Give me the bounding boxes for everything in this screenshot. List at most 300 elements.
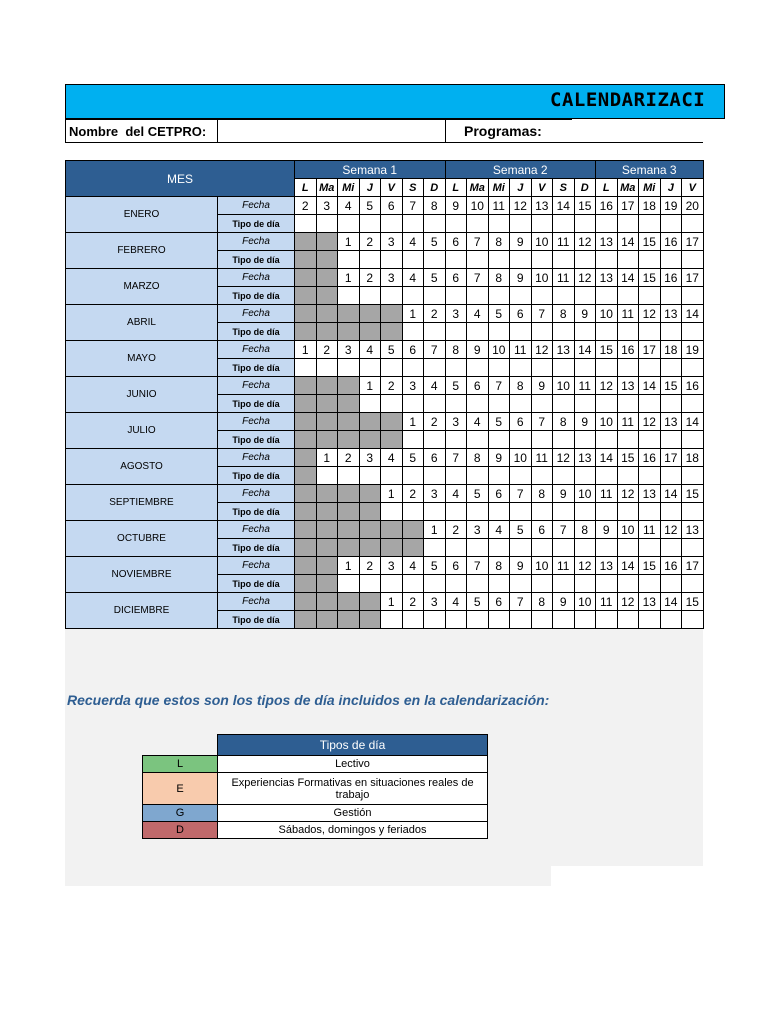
day-type-cell[interactable] — [682, 359, 704, 377]
day-type-cell[interactable] — [510, 359, 532, 377]
day-type-cell[interactable] — [553, 395, 575, 413]
day-type-cell[interactable] — [467, 503, 489, 521]
day-type-cell[interactable] — [381, 467, 403, 485]
date-cell: 12 — [660, 521, 682, 539]
day-type-cell[interactable] — [639, 611, 661, 629]
day-type-cell[interactable] — [510, 611, 532, 629]
day-type-cell[interactable] — [596, 323, 618, 341]
day-type-cell[interactable] — [467, 575, 489, 593]
day-type-cell[interactable] — [531, 539, 553, 557]
day-type-cell[interactable] — [553, 467, 575, 485]
day-type-cell[interactable] — [574, 611, 596, 629]
date-cell — [316, 269, 338, 287]
day-type-cell[interactable] — [553, 323, 575, 341]
day-type-cell[interactable] — [445, 359, 467, 377]
date-cell: 10 — [531, 233, 553, 251]
day-type-cell[interactable] — [467, 467, 489, 485]
day-type-cell[interactable] — [424, 467, 446, 485]
day-type-cell[interactable] — [424, 359, 446, 377]
day-type-cell — [359, 539, 381, 557]
day-type-cell[interactable] — [682, 575, 704, 593]
date-cell: 13 — [553, 341, 575, 359]
day-type-cell[interactable] — [574, 467, 596, 485]
date-cell — [381, 413, 403, 431]
day-type-cell[interactable] — [574, 215, 596, 233]
day-type-cell[interactable] — [424, 215, 446, 233]
date-cell: 1 — [381, 593, 403, 611]
day-type-cell[interactable] — [660, 287, 682, 305]
day-type-cell[interactable] — [359, 251, 381, 269]
day-type-cell[interactable] — [531, 611, 553, 629]
day-type-cell[interactable] — [467, 395, 489, 413]
title-bar — [65, 84, 725, 119]
day-type-cell[interactable] — [445, 611, 467, 629]
date-cell — [381, 305, 403, 323]
day-type-cell[interactable] — [381, 287, 403, 305]
day-type-cell — [381, 431, 403, 449]
day-type-cell[interactable] — [359, 359, 381, 377]
date-cell: 7 — [510, 593, 532, 611]
day-type-cell[interactable] — [402, 215, 424, 233]
date-cell — [316, 233, 338, 251]
date-cell: 10 — [574, 485, 596, 503]
date-cell: 9 — [467, 341, 489, 359]
date-cell: 11 — [574, 377, 596, 395]
date-cell: 4 — [445, 593, 467, 611]
day-type-cell[interactable] — [445, 251, 467, 269]
day-type-cell[interactable] — [338, 215, 360, 233]
day-type-cell[interactable] — [445, 323, 467, 341]
day-type-cell[interactable] — [682, 467, 704, 485]
day-type-cell[interactable] — [402, 251, 424, 269]
day-type-cell[interactable] — [510, 251, 532, 269]
day-type-cell[interactable] — [381, 359, 403, 377]
date-cell: 1 — [338, 557, 360, 575]
day-type-cell[interactable] — [316, 359, 338, 377]
date-cell: 3 — [381, 233, 403, 251]
day-type-cell[interactable] — [553, 575, 575, 593]
day-type-cell[interactable] — [574, 539, 596, 557]
day-type-cell[interactable] — [617, 359, 639, 377]
day-type-cell[interactable] — [510, 539, 532, 557]
day-type-cell[interactable] — [639, 251, 661, 269]
weekday-header: J — [359, 179, 381, 197]
day-type-cell[interactable] — [488, 503, 510, 521]
day-type-cell[interactable] — [553, 359, 575, 377]
day-type-cell[interactable] — [639, 359, 661, 377]
day-type-cell[interactable] — [445, 215, 467, 233]
day-type-cell[interactable] — [402, 323, 424, 341]
day-type-cell[interactable] — [617, 539, 639, 557]
weekday-header: Ma — [467, 179, 489, 197]
date-cell: 13 — [596, 269, 618, 287]
date-cell: 13 — [596, 557, 618, 575]
day-type-cell[interactable] — [639, 395, 661, 413]
day-type-cell[interactable] — [574, 575, 596, 593]
weekday-header: J — [660, 179, 682, 197]
day-type-cell[interactable] — [467, 359, 489, 377]
tipo-label: Tipo de día — [218, 467, 295, 485]
day-type-cell[interactable] — [553, 251, 575, 269]
day-type-cell[interactable] — [467, 251, 489, 269]
day-type-cell[interactable] — [338, 287, 360, 305]
legend-row — [143, 822, 488, 839]
date-cell: 5 — [424, 233, 446, 251]
day-type-cell[interactable] — [510, 431, 532, 449]
day-type-cell[interactable] — [359, 215, 381, 233]
day-type-cell[interactable] — [381, 503, 403, 521]
day-type-cell[interactable] — [467, 215, 489, 233]
day-type-cell[interactable] — [617, 431, 639, 449]
date-cell: 16 — [660, 557, 682, 575]
day-type-cell[interactable] — [682, 323, 704, 341]
day-type-cell[interactable] — [617, 611, 639, 629]
month-name: MARZO — [66, 269, 218, 305]
day-type-cell[interactable] — [424, 503, 446, 521]
day-type-cell[interactable] — [596, 215, 618, 233]
date-cell: 14 — [682, 413, 704, 431]
day-type-cell[interactable] — [510, 503, 532, 521]
weekday-header: Mi — [639, 179, 661, 197]
date-cell: 3 — [359, 449, 381, 467]
day-type-cell[interactable] — [596, 503, 618, 521]
day-type-cell[interactable] — [531, 323, 553, 341]
date-cell: 4 — [359, 341, 381, 359]
day-type-cell[interactable] — [596, 467, 618, 485]
day-type-cell[interactable] — [660, 215, 682, 233]
day-type-cell[interactable] — [596, 359, 618, 377]
date-cell: 7 — [424, 341, 446, 359]
month-name: ABRIL — [66, 305, 218, 341]
date-cell: 2 — [381, 377, 403, 395]
date-cell: 16 — [639, 449, 661, 467]
fecha-label: Fecha — [218, 557, 295, 575]
day-type-cell — [316, 503, 338, 521]
day-type-cell[interactable] — [639, 539, 661, 557]
table-row — [66, 485, 704, 503]
day-type-cell[interactable] — [553, 215, 575, 233]
date-cell: 16 — [682, 377, 704, 395]
date-cell: 1 — [338, 233, 360, 251]
day-type-cell[interactable] — [574, 395, 596, 413]
date-cell — [295, 593, 317, 611]
date-cell: 14 — [617, 269, 639, 287]
day-type-cell[interactable] — [596, 431, 618, 449]
day-type-cell[interactable] — [445, 395, 467, 413]
day-type-cell[interactable] — [424, 251, 446, 269]
day-type-cell[interactable] — [402, 611, 424, 629]
day-type-cell[interactable] — [531, 395, 553, 413]
fecha-label: Fecha — [218, 377, 295, 395]
date-cell: 10 — [553, 377, 575, 395]
day-type-cell[interactable] — [660, 395, 682, 413]
date-cell: 4 — [424, 377, 446, 395]
nombre-field[interactable] — [217, 119, 446, 143]
date-cell: 8 — [424, 197, 446, 215]
day-type-cell[interactable] — [553, 431, 575, 449]
date-cell: 10 — [574, 593, 596, 611]
day-type-cell[interactable] — [510, 575, 532, 593]
date-cell: 19 — [682, 341, 704, 359]
day-type-cell[interactable] — [381, 611, 403, 629]
day-type-cell[interactable] — [488, 431, 510, 449]
date-cell: 4 — [488, 521, 510, 539]
day-type-cell[interactable] — [531, 431, 553, 449]
date-cell: 3 — [467, 521, 489, 539]
weekday-header: Ma — [316, 179, 338, 197]
day-type-cell[interactable] — [316, 215, 338, 233]
page-title: CALENDARIZACI — [550, 89, 706, 111]
day-type-cell[interactable] — [402, 467, 424, 485]
day-type-cell[interactable] — [617, 215, 639, 233]
day-type-cell[interactable] — [639, 323, 661, 341]
day-type-cell[interactable] — [424, 323, 446, 341]
date-cell: 6 — [402, 341, 424, 359]
table-row — [66, 305, 704, 323]
day-type-cell[interactable] — [338, 251, 360, 269]
day-type-cell[interactable] — [402, 503, 424, 521]
date-cell: 15 — [574, 197, 596, 215]
day-type-cell[interactable] — [660, 431, 682, 449]
day-type-cell[interactable] — [510, 323, 532, 341]
day-type-cell[interactable] — [553, 287, 575, 305]
day-type-cell[interactable] — [531, 215, 553, 233]
date-cell: 13 — [639, 593, 661, 611]
gridlines-area — [65, 143, 703, 160]
day-type-cell[interactable] — [381, 251, 403, 269]
day-type-cell[interactable] — [445, 503, 467, 521]
date-cell: 3 — [381, 269, 403, 287]
date-cell — [359, 485, 381, 503]
day-type-cell[interactable] — [338, 575, 360, 593]
day-type-cell[interactable] — [424, 539, 446, 557]
day-type-cell[interactable] — [488, 251, 510, 269]
day-type-cell[interactable] — [617, 575, 639, 593]
day-type-cell[interactable] — [596, 575, 618, 593]
day-type-cell[interactable] — [574, 431, 596, 449]
date-cell: 12 — [574, 269, 596, 287]
day-type-cell[interactable] — [488, 539, 510, 557]
weekday-header: Ma — [617, 179, 639, 197]
day-type-cell[interactable] — [402, 395, 424, 413]
date-cell — [402, 521, 424, 539]
day-type-cell[interactable] — [381, 575, 403, 593]
day-type-cell[interactable] — [682, 287, 704, 305]
day-type-cell[interactable] — [488, 611, 510, 629]
date-cell: 17 — [682, 233, 704, 251]
date-cell: 7 — [467, 557, 489, 575]
date-cell: 9 — [596, 521, 618, 539]
day-type-cell[interactable] — [488, 215, 510, 233]
day-type-cell[interactable] — [488, 395, 510, 413]
day-type-cell[interactable] — [660, 323, 682, 341]
date-cell: 9 — [531, 377, 553, 395]
day-type-cell[interactable] — [531, 359, 553, 377]
day-type-cell[interactable] — [639, 431, 661, 449]
day-type-cell[interactable] — [488, 323, 510, 341]
day-type-cell[interactable] — [617, 323, 639, 341]
date-cell: 16 — [660, 233, 682, 251]
day-type-cell[interactable] — [316, 467, 338, 485]
day-type-cell — [295, 575, 317, 593]
legend-code: D — [143, 822, 218, 839]
day-type-cell[interactable] — [510, 467, 532, 485]
day-type-cell[interactable] — [424, 611, 446, 629]
day-type-cell[interactable] — [682, 539, 704, 557]
table-row — [66, 449, 704, 467]
day-type-cell[interactable] — [682, 611, 704, 629]
day-type-cell[interactable] — [424, 575, 446, 593]
day-type-cell[interactable] — [381, 215, 403, 233]
date-cell: 14 — [639, 377, 661, 395]
day-type-cell[interactable] — [574, 323, 596, 341]
day-type-cell[interactable] — [424, 431, 446, 449]
date-cell: 8 — [531, 593, 553, 611]
day-type-cell[interactable] — [639, 503, 661, 521]
day-type-cell[interactable] — [424, 395, 446, 413]
day-type-cell[interactable] — [488, 359, 510, 377]
day-type-cell[interactable] — [359, 575, 381, 593]
day-type-cell[interactable] — [402, 575, 424, 593]
day-type-cell[interactable] — [553, 539, 575, 557]
day-type-cell[interactable] — [682, 251, 704, 269]
day-type-cell[interactable] — [574, 251, 596, 269]
date-cell: 10 — [467, 197, 489, 215]
legend-description: Gestión — [218, 805, 488, 822]
day-type-cell[interactable] — [617, 503, 639, 521]
day-type-cell[interactable] — [639, 215, 661, 233]
table-row — [66, 341, 704, 359]
day-type-cell[interactable] — [639, 467, 661, 485]
day-type-cell[interactable] — [574, 359, 596, 377]
day-type-cell[interactable] — [596, 251, 618, 269]
day-type-cell[interactable] — [359, 287, 381, 305]
day-type-cell[interactable] — [488, 287, 510, 305]
day-type-cell[interactable] — [359, 395, 381, 413]
day-type-cell[interactable] — [617, 287, 639, 305]
day-type-cell[interactable] — [445, 539, 467, 557]
day-type-cell[interactable] — [338, 359, 360, 377]
day-type-cell[interactable] — [510, 287, 532, 305]
day-type-cell[interactable] — [660, 503, 682, 521]
date-cell: 14 — [596, 449, 618, 467]
day-type-cell[interactable] — [531, 287, 553, 305]
day-type-cell[interactable] — [402, 431, 424, 449]
day-type-cell[interactable] — [445, 287, 467, 305]
date-cell: 12 — [510, 197, 532, 215]
day-type-cell[interactable] — [617, 395, 639, 413]
day-type-cell[interactable] — [596, 287, 618, 305]
day-type-cell[interactable] — [445, 575, 467, 593]
day-type-cell[interactable] — [295, 215, 317, 233]
date-cell — [338, 593, 360, 611]
day-type-cell[interactable] — [574, 287, 596, 305]
weekday-header: L — [445, 179, 467, 197]
day-type-cell[interactable] — [445, 467, 467, 485]
day-type-cell[interactable] — [467, 611, 489, 629]
day-type-cell[interactable] — [660, 575, 682, 593]
day-type-cell[interactable] — [531, 503, 553, 521]
table-row — [66, 557, 704, 575]
date-cell: 5 — [510, 521, 532, 539]
date-cell: 8 — [488, 557, 510, 575]
day-type-cell[interactable] — [596, 539, 618, 557]
day-type-cell[interactable] — [553, 503, 575, 521]
date-cell: 1 — [316, 449, 338, 467]
day-type-cell[interactable] — [510, 215, 532, 233]
date-cell: 6 — [467, 377, 489, 395]
day-type-cell[interactable] — [660, 359, 682, 377]
day-type-cell[interactable] — [660, 251, 682, 269]
day-type-cell[interactable] — [381, 395, 403, 413]
date-cell — [316, 485, 338, 503]
table-row — [66, 413, 704, 431]
day-type-cell[interactable] — [574, 503, 596, 521]
day-type-cell[interactable] — [617, 467, 639, 485]
day-type-cell[interactable] — [531, 467, 553, 485]
date-cell: 13 — [682, 521, 704, 539]
date-cell: 2 — [338, 449, 360, 467]
day-type-cell[interactable] — [660, 539, 682, 557]
day-type-cell[interactable] — [660, 611, 682, 629]
date-cell — [316, 557, 338, 575]
day-type-cell[interactable] — [488, 575, 510, 593]
day-type-cell[interactable] — [660, 467, 682, 485]
day-type-cell[interactable] — [359, 467, 381, 485]
day-type-cell[interactable] — [682, 431, 704, 449]
day-type-cell[interactable] — [402, 359, 424, 377]
date-cell: 5 — [488, 413, 510, 431]
date-cell: 8 — [488, 269, 510, 287]
day-type-cell[interactable] — [402, 287, 424, 305]
day-type-cell[interactable] — [596, 395, 618, 413]
date-cell: 8 — [553, 413, 575, 431]
month-name: JUNIO — [66, 377, 218, 413]
day-type-cell[interactable] — [639, 575, 661, 593]
day-type-cell[interactable] — [553, 611, 575, 629]
day-type-cell[interactable] — [510, 395, 532, 413]
day-type-cell[interactable] — [467, 287, 489, 305]
date-cell: 11 — [510, 341, 532, 359]
day-type-cell[interactable] — [531, 575, 553, 593]
day-type-cell[interactable] — [617, 251, 639, 269]
day-type-cell — [295, 431, 317, 449]
day-type-cell[interactable] — [488, 467, 510, 485]
fecha-label: Fecha — [218, 593, 295, 611]
day-type-cell[interactable] — [596, 611, 618, 629]
date-cell: 3 — [402, 377, 424, 395]
table-row — [66, 593, 704, 611]
date-cell: 9 — [510, 557, 532, 575]
day-type-cell[interactable] — [682, 395, 704, 413]
day-type-cell[interactable] — [639, 287, 661, 305]
date-cell: 13 — [574, 449, 596, 467]
programas-field[interactable] — [572, 119, 703, 143]
day-type-cell[interactable] — [338, 467, 360, 485]
day-type-cell[interactable] — [424, 287, 446, 305]
day-type-cell[interactable] — [445, 431, 467, 449]
day-type-cell[interactable] — [682, 215, 704, 233]
day-type-cell[interactable] — [531, 251, 553, 269]
day-type-cell[interactable] — [682, 503, 704, 521]
day-type-cell[interactable] — [467, 323, 489, 341]
date-cell: 9 — [574, 413, 596, 431]
legend-row — [143, 756, 488, 773]
day-type-cell[interactable] — [467, 539, 489, 557]
day-type-cell — [359, 323, 381, 341]
day-type-cell[interactable] — [295, 359, 317, 377]
day-type-cell[interactable] — [467, 431, 489, 449]
